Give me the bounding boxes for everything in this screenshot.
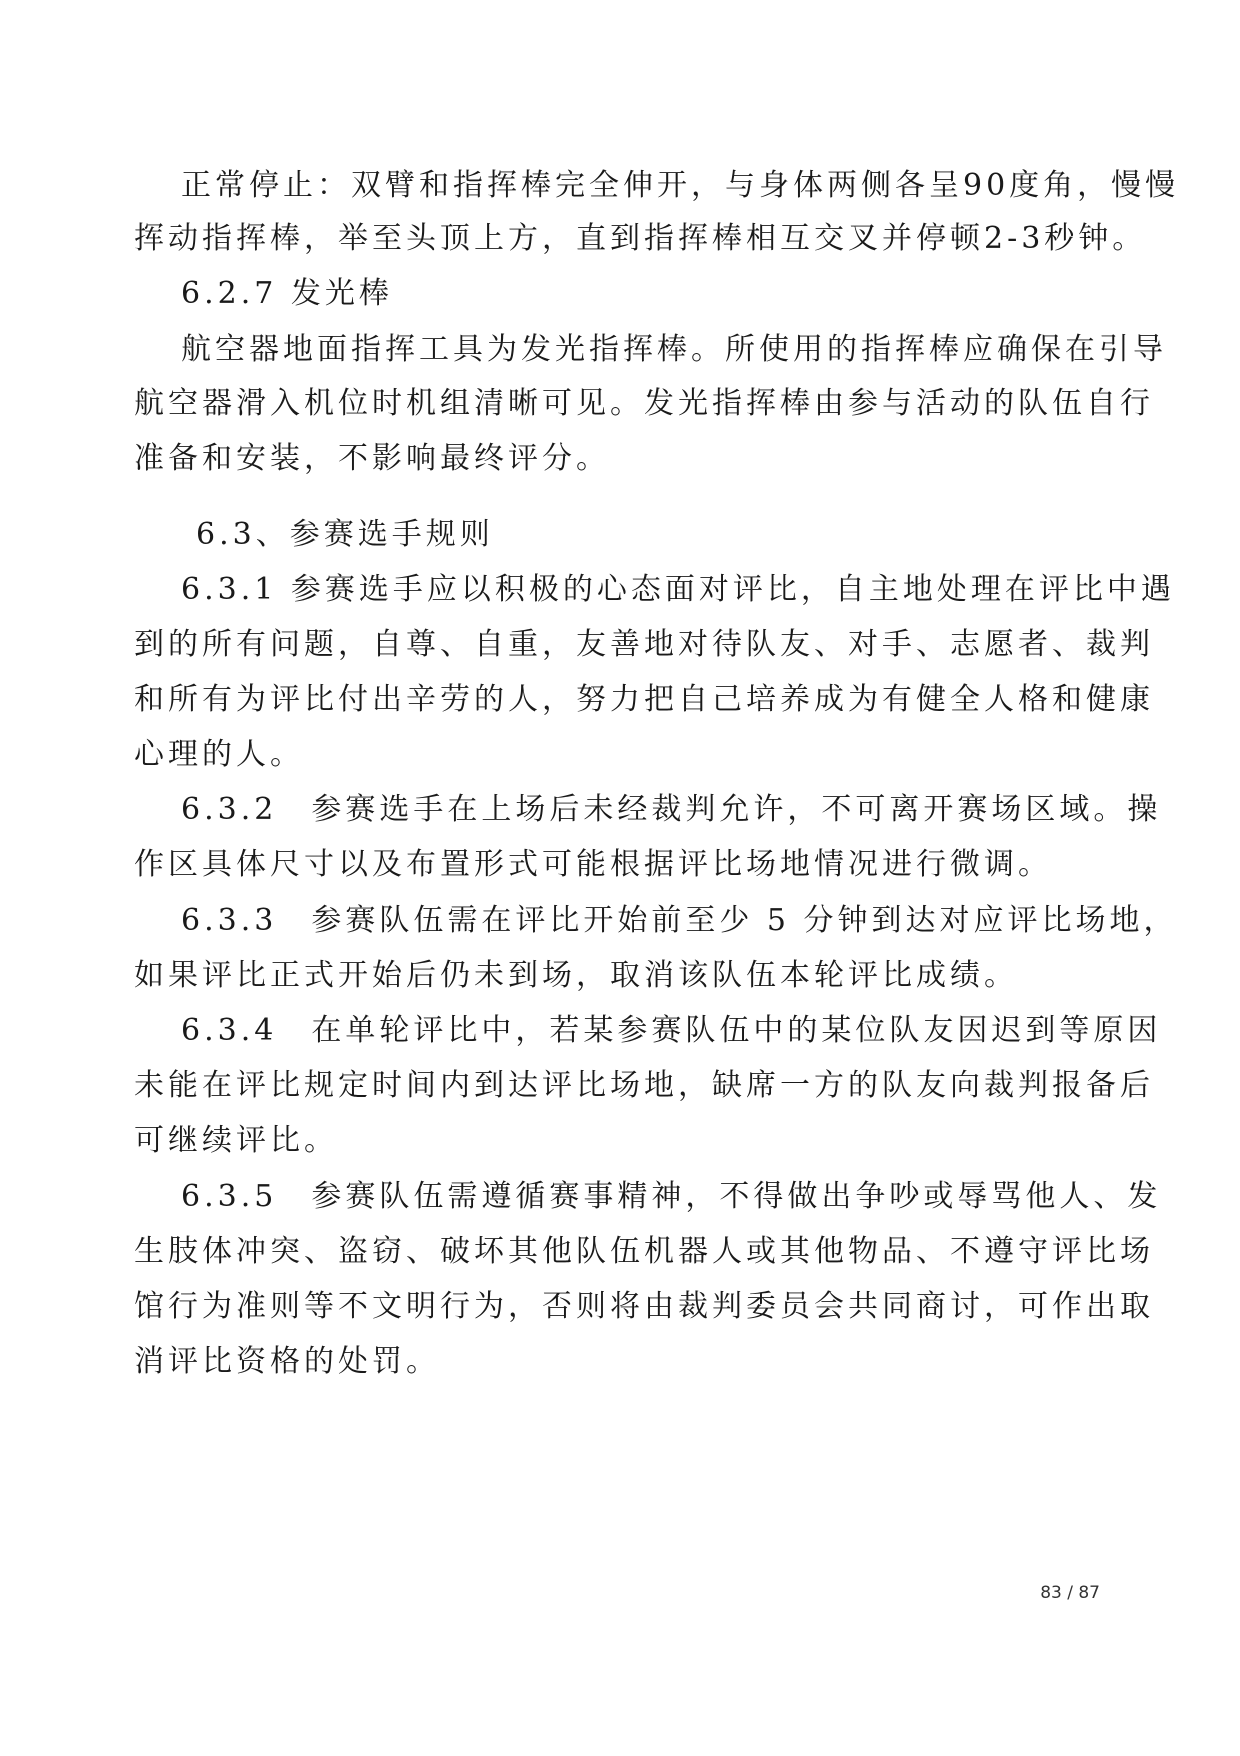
paragraph-line: 航空器地面指挥工具为发光指挥棒。所使用的指挥棒应确保在引导 bbox=[181, 332, 1167, 367]
paragraph-line: 正常停止：双臂和指挥棒完全伸开，与身体两侧各呈90度角，慢慢 bbox=[181, 168, 1180, 203]
section-heading-6-3: 6.3、参赛选手规则 bbox=[196, 517, 494, 552]
paragraph-line: 消评比资格的处罚。 bbox=[134, 1344, 440, 1379]
paragraph-line: 6.3.3 参赛队伍需在评比开始前至少 5 分钟到达对应评比场地， bbox=[181, 903, 1178, 938]
paragraph-line: 如果评比正式开始后仍未到场，取消该队伍本轮评比成绩。 bbox=[134, 958, 1018, 993]
paragraph-line: 6.3.1 参赛选手应以积极的心态面对评比，自主地处理在评比中遇 bbox=[181, 572, 1175, 607]
section-heading-6-2-7: 6.2.7 发光棒 bbox=[181, 276, 393, 311]
page-number: 83 / 87 bbox=[1040, 1583, 1100, 1603]
paragraph-line: 作区具体尺寸以及布置形式可能根据评比场地情况进行微调。 bbox=[134, 847, 1052, 882]
paragraph-line: 到的所有问题，自尊、自重，友善地对待队友、对手、志愿者、裁判 bbox=[134, 627, 1154, 662]
paragraph-line: 可继续评比。 bbox=[134, 1123, 338, 1158]
paragraph-line: 和所有为评比付出辛劳的人，努力把自己培养成为有健全人格和健康 bbox=[134, 682, 1154, 717]
paragraph-line: 6.3.5 参赛队伍需遵循赛事精神，不得做出争吵或辱骂他人、发 bbox=[181, 1179, 1162, 1214]
paragraph-line: 6.3.4 在单轮评比中，若某参赛队伍中的某位队友因迟到等原因 bbox=[181, 1013, 1162, 1048]
paragraph-line: 未能在评比规定时间内到达评比场地，缺席一方的队友向裁判报备后 bbox=[134, 1068, 1154, 1103]
paragraph-line: 馆行为准则等不文明行为，否则将由裁判委员会共同商讨，可作出取 bbox=[134, 1289, 1154, 1324]
paragraph-line: 6.3.2 参赛选手在上场后未经裁判允许，不可离开赛场区域。操 bbox=[181, 792, 1162, 827]
paragraph-line: 航空器滑入机位时机组清晰可见。发光指挥棒由参与活动的队伍自行 bbox=[134, 386, 1154, 421]
paragraph-line: 心理的人。 bbox=[134, 737, 304, 772]
paragraph-line: 生肢体冲突、盗窃、破坏其他队伍机器人或其他物品、不遵守评比场 bbox=[134, 1234, 1154, 1269]
paragraph-line: 准备和安装，不影响最终评分。 bbox=[134, 441, 610, 476]
paragraph-line: 挥动指挥棒，举至头顶上方，直到指挥棒相互交叉并停顿2-3秒钟。 bbox=[134, 221, 1147, 256]
